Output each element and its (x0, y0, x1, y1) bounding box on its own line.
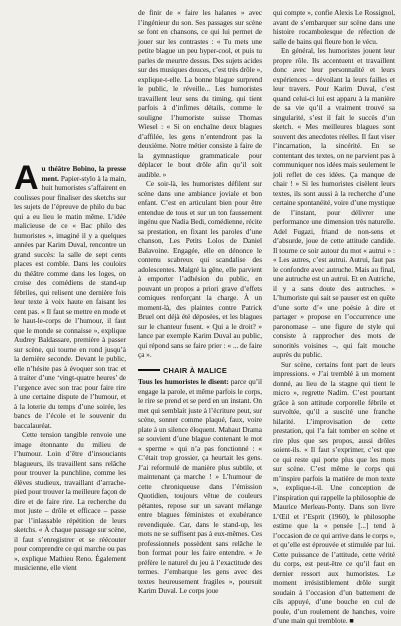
paragraph-scene-body: Sur scène, certains font part de leurs impressions. « J’ai tremblé à un moment donné, au lieu de la stagne qui tient le micro », regrette Nadim. C’est pourtant grâce à son attitude corporelle fébrile et survoltée, qu’il a suscité une franche hilarité. L’improvisation de cette prestation, qui l’a fait tomber en scène et rire plus que ses propos, aussi drôles soient-ils. « Il faut s’exprimer, c’est que ce qui reste qui porte plus que les mots sur scène. C’est même le corps qui m’inspire parfois la matière de mon texte », explique-t-il. Une conception de l’inspiration qui rappelle la philosophie de Maurice Merleau-Ponty. Dans son livre L’Œil et l’Esprit (1960), le philosophe estime que la « pensée [...] tend à l’occasion de ce qui arrive dans le corps », et qu’elle est éprouvée et stimulée par lui. Cette puissance de l’attitude, cette vérité du corps, est peut-être ce qu’il faut en dernier ressort aux humoristes. Le moment irrésistiblement drôle surgit soudain à l’occasion d’un battement de cils appuyé, d’une bouche en cul de poule, d’un roulement de hanches, voire d’une main qui tremblote. (273, 359, 396, 625)
section-heading-text: CHAIR À MALICE (163, 365, 227, 375)
paragraph-tension: Cette tension tangible renvoie une image étonnante du milieu de l’humour. Loin d’être d’insouciants blagueurs, ils travaillent sans relâche pour trouver la punchline, comme les élèves studieux, travaillant d’arrache-pied pour trouver la meilleure façon de dire et de faire rire. La recherche du mot juste – drôle et efficace – passe par l’inlassable répétition de leurs sketchs. « À chaque passage sur scène, il faut s’enregistrer et se réécouter pour comprendre ce qui marche ou pas », explique Mathieu Reno. Également musicienne, elle vient (14, 430, 126, 572)
heading-rule (138, 369, 160, 371)
end-mark: ■ (349, 616, 354, 625)
paragraph-scene (273, 360, 395, 626)
drop-cap: A (14, 159, 39, 197)
paragraph-compte: qui compte », confie Alexis Le Rossignol, avant de s’embarquer sur scène dans une histoire rocambolesque de réfection de salle de bains qui fleure bon le vécu. (273, 8, 395, 46)
paragraph-timing: de finir de « faire les halanes » avec l’ingénieur du son. Ses passages sur scène se font en chansons, ce qui lui permet de jouer sur les contrastes : « Tu mets une petite blague un peu hyper-cool, et puis tu parles de meurtre dessus. Des sujets acides sur des musiques douces, c’est très drôle », explique-t-elle. La bonne blague surprend le public, le réveille... Les humoristes travaillent leur sens du timing, qui tient parfois à d’infimes détails, comme le souligne l’humoriste suisse Thomas Wiesel : « Si on enchaîne deux blagues d’affilée, les gens n’entendront pas la deuxième. Notre métier consiste à faire de la gymnastique grammaticale pour déplacer le bout drôle afin qu’il soit audible. » (138, 8, 262, 179)
paragraph-role: En général, les humoristes jouent leur propre rôle. Ils accentuent et travaillent donc avec leur personnalité et leurs expériences – dévoilant la leurs failles et leur travers. Pour Karim Duval, c’est quand celui-ci lui est apparu à la manière de sa vie qu’il a vraiment trouvé sa singularité, s’est il fait le succès d’un sketch. « Mes meilleures blagues sont souvent des anecdotes réelles. Il faut viser l’incarnation, la sincérité. En se contentant des textes, on ne parvient pas à communiquer nos idées mais seulement le joli reflet de ces idées. Ça manque de chair ! » Si les humoristes cisèlent leurs textes, ils sont aussi à la recherche d’une certaine spontanéité, voire d’une mystique de l’instant, pour délivrer une performance une dimension très naturelle. Adel Fugazi, friand de non-sens et d’absurde, joue de cette attitude candide. Il tourne ce soir autour du mot « autrui » : « Les autres, c’est autrui. Autrui, faut pas le confondre avec autruche. Mais au final, une autruche est un autrui. Et en Autriche, il y a sans doute des autruches. » L’humoriste qui sait se pauser est en quête d’une sorte d’« une poésie à dire et partager » propose en l’occurrence une paronomase – une figure de style qui consiste à rapprocher des mots de sonorités voisines –, qui fait mouche auprès du public. (273, 46, 395, 359)
lead-paragraph (14, 159, 126, 430)
column-top-space (14, 8, 126, 164)
column-right (273, 8, 396, 625)
paragraph-chair-body: parce qu’il engage la parole, et même parfois le corps, le rire se prend et se perd en un instant. On met qui semblait juste à l’écriture peut, sur scène, sonner comme plaqué, faux, voire plate à un silence éloquent. Mahaut Drama se souvient d’une blague contenant le mot « sperme » qui n’a pas fonctionné : « C’était trop grossier, ça heurtait les gens. J’ai reformulé de manière plus subtile, et maintenant ça marche ! » L’humour de cette chroniqueuse dans l’émission Quotidien, toujours vêtue de couleurs pétantes, repose sur un savant mélange entre blagues féministes et exubérance revendiquée. Car, dans le stand-up, les mots ne se suffisent pas à eux-mêmes. Ces professionnels possèdent sans relâche le bon format pour les faire entendre. « Je préfère le naturel du jeu à l’exactitude des termes. J’embarque les gens avec des textes heureusement fragiles », poursuit Karim Duval. Le corps joue (138, 377, 262, 595)
paragraph-chair (138, 377, 262, 596)
paragraph-chair-lead: Tous les humoristes le disent: (138, 377, 229, 386)
lead-body-text: Papier-stylo à la main, huit humoristes s’affairent en coulisses pour finaliser des sketchs sur les sujets de l’épreuve de philo du bac qui a eu lieu le matin même. L’idée malicieuse de ce « Bac philo des humoristes », imaginé il y a quelques années par Karim Duval, rencontre un grand succès: la salle de sept cents places est comble. Dans les couloirs du théâtre comme dans les loges, on croise des comédiens de stand-up fébriles, qui relisent une dernière fois leur texte à voix haute en faisant les cent pas. « Il faut se mettre en mode et le haut-le-corps de l’humour, il faut que le monde se connaisse », explique Audrey Baldassare, première à passer sur scène, qui tourne en rond jusqu’à la dernière seconde. Devant le public, elle n’hésite pas à évoquer son trac et à traiter d’une ‘vingt-quatre heures’ de l’urgence avec son trac pour faire rire à une certaine dispute de l’humour, et à la loterie du temps d’une soirée, les bancs de l’école et le souvenir du baccalauréat. (14, 173, 126, 430)
section-heading (138, 366, 262, 376)
lead-bold-text: u théâtre Bobino, la presse ment. (41, 164, 126, 183)
column-left (14, 8, 126, 572)
paragraph-soir: Ce soir-là, les humoristes défilent sur scène dans une ambiance joviale et bon enfant. C’est en articulant bien pour être entendue de tous et sur un ton faussement ingénu que Nadia Bedi, comédienne, récite sa prestation, en fixant les paroles d’une chanson, Les Petits Lolos de Daniel Balavoine. Engagée, elle en dénonce le contenu scabreux qui scandalise des adolescentes. Malgré la gêne, elle parvient à emporter l’adhésion du public, en pouvant un propos a priori grave d’effets comiques renforçant la charge. À un moment-là, des plaintes contre Patrick Bruel ont déjà été déposées, et les blagues sur le chanteur fusent. « Qui a le droit? » lance par exemple Karim Duval au public, qui répond sans se faire prier : « ... de faire ça ». (138, 179, 262, 359)
column-middle (138, 8, 262, 595)
